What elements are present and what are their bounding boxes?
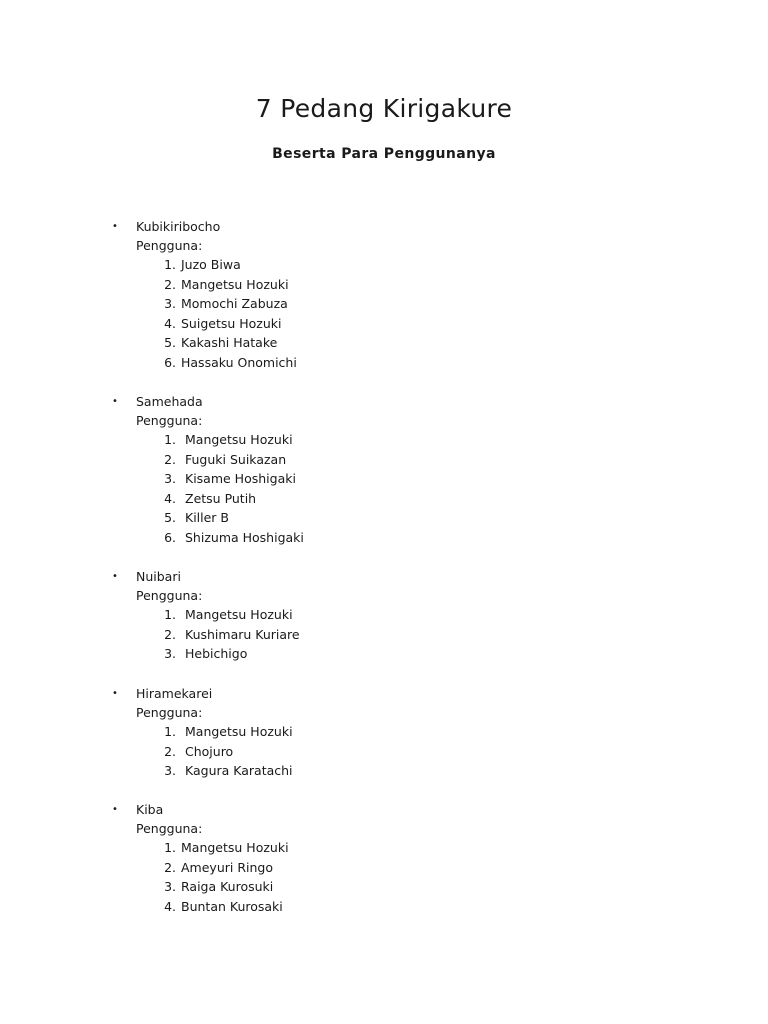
document-subtitle: Beserta Para Penggunanya xyxy=(272,146,496,162)
sword-name: Hiramekarei xyxy=(136,686,213,701)
user-label: Pengguna: xyxy=(136,821,203,836)
list-item: 3. Raiga Kurosuki xyxy=(164,879,274,894)
user-label: Pengguna: xyxy=(136,705,203,720)
list-item: 2. Fuguki Suikazan xyxy=(164,451,287,467)
bullet-icon: • xyxy=(112,688,118,699)
user-list xyxy=(156,605,300,664)
list-item: 4. Buntan Kurosaki xyxy=(164,898,283,914)
sword-name: Samehada xyxy=(136,394,203,409)
list-item: 5. Killer B xyxy=(164,510,229,525)
list-item: 1. Mangetsu Hozuki xyxy=(164,724,293,739)
list-item: 3. Kisame Hoshigaki xyxy=(164,471,296,486)
user-label: Pengguna: xyxy=(136,588,203,603)
list-item: 4. Suigetsu Hozuki xyxy=(164,315,282,331)
list-item: 2. Chojuro xyxy=(164,743,234,759)
list-item: 6. Hassaku Onomichi xyxy=(164,354,297,370)
bullet-icon: • xyxy=(112,571,118,582)
list-item: 2. Ameyuri Ringo xyxy=(164,859,273,875)
sword-name: Kubikiribocho xyxy=(136,219,221,234)
list-item: 3. Hebichigo xyxy=(164,646,248,661)
bullet-icon: • xyxy=(112,804,118,815)
user-list xyxy=(156,255,297,372)
list-item: 2. Kushimaru Kuriare xyxy=(164,626,300,642)
document-title: 7 Pedang Kirigakure xyxy=(255,94,513,123)
list-item: 3. Kagura Karatachi xyxy=(164,763,293,778)
list-item: 4. Zetsu Putih xyxy=(164,490,257,506)
list-item: 1. Mangetsu Hozuki xyxy=(164,607,293,622)
list-item: 2. Mangetsu Hozuki xyxy=(164,276,289,292)
bullet-icon: • xyxy=(112,221,118,232)
list-item: 3. Momochi Zabuza xyxy=(164,296,288,311)
sword-name: Nuibari xyxy=(136,569,181,584)
user-list xyxy=(156,430,304,547)
list-item: 1. Mangetsu Hozuki xyxy=(164,840,289,855)
sword-name: Kiba xyxy=(136,802,164,817)
user-list xyxy=(156,722,293,781)
user-label: Pengguna: xyxy=(136,238,203,253)
list-item: 5. Kakashi Hatake xyxy=(164,335,278,350)
user-label: Pengguna: xyxy=(136,413,203,428)
list-item: 6. Shizuma Hoshigaki xyxy=(164,529,304,545)
bullet-icon: • xyxy=(112,396,118,407)
list-item: 1. Mangetsu Hozuki xyxy=(164,432,293,447)
list-item: 1. Juzo Biwa xyxy=(164,257,241,272)
user-list xyxy=(156,838,289,916)
